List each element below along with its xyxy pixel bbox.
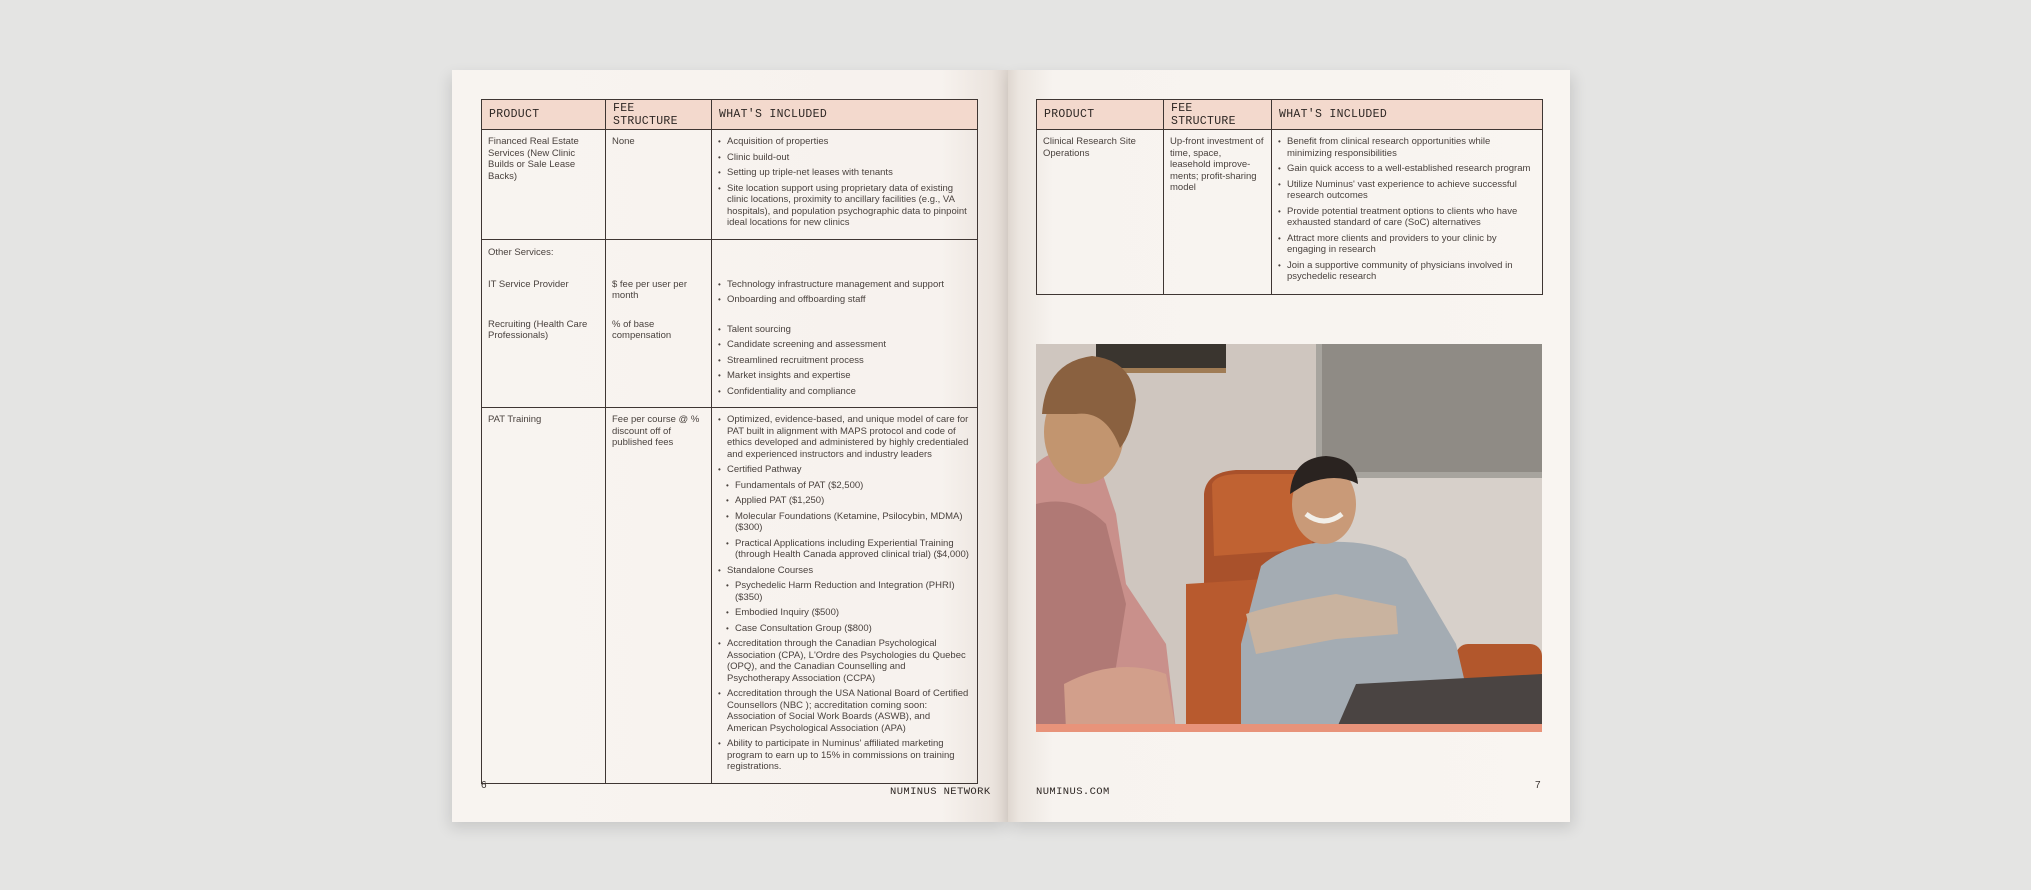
product-cell: PAT Training [482, 408, 606, 784]
list-item: • Attract more clients and providers to your clinic by engaging in research [1278, 233, 1535, 256]
product-cell: Other Services: IT Service Provider Recruiting (Health Care Professionals) [482, 239, 606, 408]
included-cell [712, 239, 978, 408]
footer-right: NUMINUS.COM [1036, 786, 1110, 798]
header-whats-included: WHAT'S INCLUDED [712, 100, 978, 130]
fee-cell: Up-front investment of time, space, leasehold improve-ments; profit-sharing model [1164, 130, 1272, 295]
table-row [482, 408, 978, 784]
list-item: • Embodied Inquiry ($500) [726, 607, 970, 619]
list-item: • Clinic build-out [718, 152, 970, 164]
list-item: • Streamlined recruitment process [718, 355, 970, 367]
list-item: • Confidentiality and compliance [718, 386, 970, 398]
list-item: • Gain quick access to a well-established research program [1278, 163, 1535, 175]
table-row [1037, 130, 1543, 295]
list-item: • Accreditation through the USA National Board of Certified Counsellors (NBC ); accreditation coming soon: Association of Social Work Boards (ASWB), and American Psychological Association (APA) [718, 688, 970, 734]
table-header-row [1037, 100, 1543, 130]
list-item: • Acquisition of properties [718, 136, 970, 148]
list-item: • Ability to participate in Numinus' affiliated marketing program to earn up to 15% in commissions on training registrations. [718, 738, 970, 773]
header-product: PRODUCT [482, 100, 606, 130]
photo-accent-band [1036, 724, 1542, 732]
header-product: PRODUCT [1037, 100, 1164, 130]
product-cell: Financed Real Estate Services (New Clinic Builds or Sale Lease Backs) [482, 130, 606, 240]
list-item: • Technology infrastructure management and support [718, 279, 970, 291]
list-item: • Provide potential treatment options to clients who have exhausted standard of care (SoC) alternatives [1278, 206, 1535, 229]
included-cell [1272, 130, 1543, 295]
list-item: • Applied PAT ($1,250) [726, 495, 970, 507]
page-number-left: 6 [481, 780, 487, 791]
list-item: • Optimized, evidence-based, and unique model of care for PAT built in alignment with MAPS protocol and code of ethics developed and administered by highly credentialed and experienced instructors and industry leaders [718, 414, 970, 460]
header-fee-structure: FEE STRUCTURE [1164, 100, 1272, 130]
list-item: • Utilize Numinus' vast experience to achieve successful research outcomes [1278, 179, 1535, 202]
list-item: • Molecular Foundations (Ketamine, Psilocybin, MDMA) ($300) [726, 511, 970, 534]
product-cell: Clinical Research Site Operations [1037, 130, 1164, 295]
list-item: • Practical Applications including Experiential Training (through Health Canada approved clinical trial) ($4,000) [726, 538, 970, 561]
list-item: • Benefit from clinical research opportunities while minimizing responsibilities [1278, 136, 1535, 159]
therapy-session-photo [1036, 344, 1542, 730]
list-item: • Accreditation through the Canadian Psychological Association (CPA), L'Ordre des Psychologies du Quebec (OPQ), and the Canadian Counselling and Psychotherapy Association (CCPA) [718, 638, 970, 684]
included-cell [712, 408, 978, 784]
table-row [482, 130, 978, 240]
list-item: • Market insights and expertise [718, 370, 970, 382]
footer-left: NUMINUS NETWORK [890, 786, 991, 798]
services-table-left [481, 99, 978, 784]
header-fee-structure: FEE STRUCTURE [606, 100, 712, 130]
page-number-right: 7 [1535, 780, 1541, 791]
header-whats-included: WHAT'S INCLUDED [1272, 100, 1543, 130]
fee-cell: None [606, 130, 712, 240]
list-item: • Case Consultation Group ($800) [726, 623, 970, 635]
list-item: • Site location support using proprietary data of existing clinic locations, proximity to ancillary facilities (e.g., VA hospitals), and population psychographic data to pinpoint ideal locations for new clinics [718, 183, 970, 229]
list-item: • Join a supportive community of physicians involved in psychedelic research [1278, 260, 1535, 283]
list-item: • Standalone Courses [718, 565, 970, 577]
table-row [482, 239, 978, 408]
list-item: • Setting up triple-net leases with tenants [718, 167, 970, 179]
fee-cell: Fee per course @ % discount off of published fees [606, 408, 712, 784]
list-item: • Candidate screening and assessment [718, 339, 970, 351]
list-item: • Certified Pathway [718, 464, 970, 476]
list-item: • Psychedelic Harm Reduction and Integration (PHRI) ($350) [726, 580, 970, 603]
included-cell [712, 130, 978, 240]
photo-illustration [1036, 344, 1542, 730]
table-header-row [482, 100, 978, 130]
services-table-right [1036, 99, 1543, 295]
list-item: • Talent sourcing [718, 324, 970, 336]
list-item: • Fundamentals of PAT ($2,500) [726, 480, 970, 492]
list-item: • Onboarding and offboarding staff [718, 294, 970, 306]
section-label: Other Services: [488, 246, 554, 258]
fee-cell: $ fee per user per month % of base compensation [606, 239, 712, 408]
